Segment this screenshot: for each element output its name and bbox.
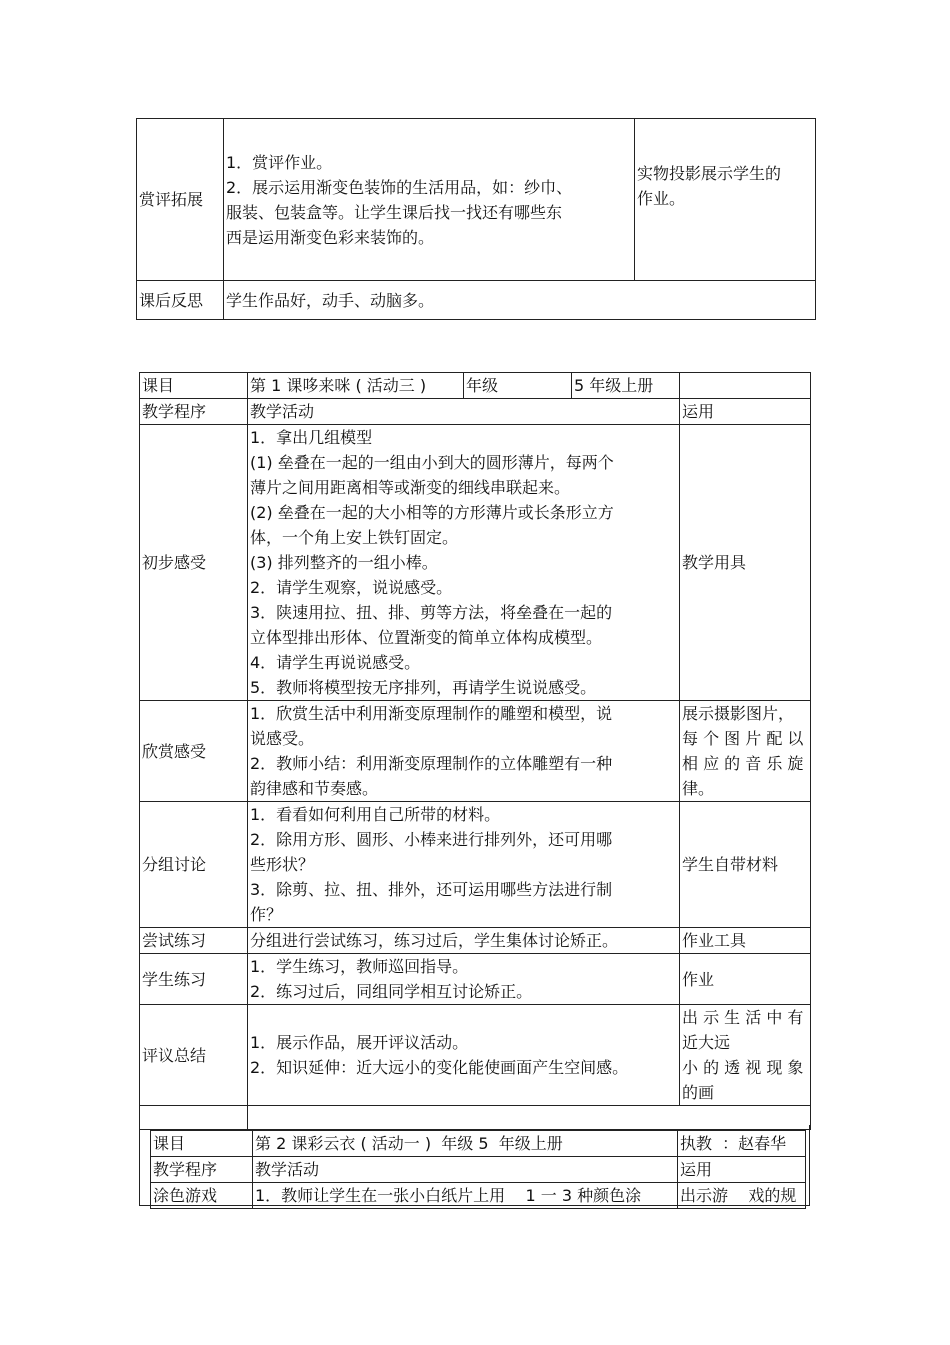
- use-cell: [680, 954, 811, 1005]
- text-line: 分组进行尝试练习，练习过后，学生集体讨论矫正。: [250, 931, 619, 950]
- text-line: 西是运用渐变色彩来装饰的。: [226, 227, 435, 247]
- activity-cell: [248, 954, 680, 1005]
- text-line: 1．拿出几组模型: [250, 428, 373, 447]
- note-cell: [635, 119, 816, 281]
- use-cell: [680, 701, 811, 802]
- row-label: 欣赏感受: [140, 701, 248, 802]
- table-row: [140, 425, 811, 701]
- use-cell: [680, 425, 811, 701]
- text-line: 体，一个角上安上铁钉固定。: [250, 528, 459, 547]
- subheader-procedure: 教学程序: [140, 399, 248, 425]
- use-cell: 出示游 戏的规: [678, 1183, 806, 1209]
- text-line: 服装、包装盒等。让学生课后找一找还有哪些东: [226, 202, 563, 222]
- row-label: 涂色游戏: [151, 1183, 253, 1209]
- table-row: [140, 373, 811, 399]
- text-line: 小 的 透 视 现 象: [682, 1058, 804, 1077]
- use-cell: [680, 802, 811, 928]
- text-line: 3．陕速用拉、扭、排、剪等方法，将垒叠在一起的: [250, 603, 613, 622]
- table-row: [151, 1131, 806, 1157]
- table-row: [140, 802, 811, 928]
- header-subject-label: 课目: [140, 373, 248, 399]
- row-label: 分组讨论: [140, 802, 248, 928]
- text-line: 近大远: [682, 1033, 731, 1052]
- text-line: 说感受。: [250, 729, 315, 748]
- text-line: 出 示 生 活 中 有: [682, 1008, 804, 1027]
- table-evaluation: [136, 118, 816, 320]
- row-label: 赏评拓展: [137, 119, 224, 281]
- text-line: 作业工具: [682, 931, 747, 950]
- subheader-activity: 教学活动: [248, 399, 680, 425]
- text-line: (1) 垒叠在一起的一组由小到大的圆形薄片，每两个: [250, 453, 614, 472]
- row-label: 初步感受: [140, 425, 248, 701]
- text-line: 作？: [250, 905, 283, 924]
- activity-cell: 1．教师让学生在一张小白纸片上用 1 一 3 种颜色涂: [253, 1183, 678, 1209]
- activity-cell: [248, 802, 680, 928]
- table-row: [137, 281, 816, 320]
- text-line: 立体型排出形体、位置渐变的简单立体构成模型。: [250, 628, 603, 647]
- text-line: 教学用具: [682, 553, 747, 572]
- header-empty: [680, 373, 811, 399]
- header-grade-label: 年级: [464, 373, 572, 399]
- text-line: 作业: [682, 969, 715, 989]
- text-line: 2．知识延伸：近大远小的变化能使画面产生空间感。: [250, 1058, 629, 1077]
- subheader-activity: 教学活动: [253, 1157, 678, 1183]
- table-row: [151, 1183, 806, 1209]
- text-line: 相 应 的 音 乐 旋: [682, 754, 804, 773]
- table-row: [140, 1005, 811, 1106]
- row-label: 尝试练习: [140, 928, 248, 954]
- activity-cell: [248, 701, 680, 802]
- text-line: 1．赏评作业。: [226, 152, 333, 172]
- text-line: 2．除用方形、圆形、小棒来进行排列外，还可用哪: [250, 830, 613, 849]
- text-line: 2．练习过后，同组同学相互讨论矫正。: [250, 982, 533, 1001]
- text-line: 实物投影展示学生的: [637, 163, 782, 183]
- table-row: [140, 954, 811, 1005]
- text-line: 些形状？: [250, 855, 315, 874]
- header-subject-value: 第 2 课彩云衣 ( 活动一 ) 年级 5 年级上册: [253, 1131, 678, 1157]
- use-cell: [680, 928, 811, 954]
- text-line: 每 个 图 片 配 以: [682, 729, 804, 748]
- reflection-cell: 学生作品好，动手、动脑多。: [224, 281, 816, 320]
- row-label: 学生练习: [140, 954, 248, 1005]
- text-line: (2) 垒叠在一起的大小相等的方形薄片或长条形立方: [250, 503, 614, 522]
- text-line: 1．欣赏生活中利用渐变原理制作的雕塑和模型，说: [250, 704, 613, 723]
- text-line: 学生自带材料: [682, 855, 779, 874]
- text-line: 2．教师小结：利用渐变原理制作的立体雕塑有一种: [250, 754, 613, 773]
- text-line: 1．展示作品，展开评议活动。: [250, 1033, 469, 1052]
- text-line: 5．教师将模型按无序排列，再请学生说说感受。: [250, 678, 597, 697]
- header-subject-label: 课目: [151, 1131, 253, 1157]
- table-lesson-1: [139, 372, 811, 1130]
- table-row: [140, 701, 811, 802]
- row-label: 课后反思: [137, 281, 224, 320]
- header-subject-value: 第 1 课哆来咪 ( 活动三 ): [248, 373, 464, 399]
- text-line: 展示摄影图片，: [682, 704, 795, 723]
- text-line: 韵律感和节奏感。: [250, 779, 379, 798]
- use-cell: [680, 1005, 811, 1106]
- table-lesson-2: [150, 1130, 806, 1209]
- text-line: (3) 排列整齐的一组小棒。: [250, 553, 438, 572]
- text-line: 1．看看如何利用自己所带的材料。: [250, 805, 501, 824]
- header-grade-value: 5 年级上册: [572, 373, 680, 399]
- text-line: 2．展示运用渐变色装饰的生活用品，如：纱巾、: [226, 177, 573, 197]
- header-teacher: 执教 ：赵春华: [678, 1131, 806, 1157]
- activity-cell: [224, 119, 635, 281]
- activity-cell: [248, 928, 680, 954]
- text-line: 2．请学生观察，说说感受。: [250, 578, 453, 597]
- text-line: 4．请学生再说说感受。: [250, 653, 421, 672]
- subheader-use: 运用: [680, 399, 811, 425]
- text-line: 的画: [682, 1083, 715, 1102]
- activity-cell: [248, 1005, 680, 1106]
- subheader-procedure: 教学程序: [151, 1157, 253, 1183]
- table-row: [140, 928, 811, 954]
- text-line: 律。: [682, 779, 715, 798]
- text-line: 3．除剪、拉、扭、排外，还可运用哪些方法进行制: [250, 880, 613, 899]
- text-line: 1．学生练习，教师巡回指导。: [250, 957, 469, 976]
- text-line: 作业。: [637, 188, 686, 208]
- table-row: [140, 399, 811, 425]
- table-row: [151, 1157, 806, 1183]
- activity-cell: [248, 425, 680, 701]
- text-line: 薄片之间用距离相等或渐变的细线串联起来。: [250, 478, 571, 497]
- table-row: [137, 119, 816, 281]
- subheader-use: 运用: [678, 1157, 806, 1183]
- row-label: 评议总结: [140, 1005, 248, 1106]
